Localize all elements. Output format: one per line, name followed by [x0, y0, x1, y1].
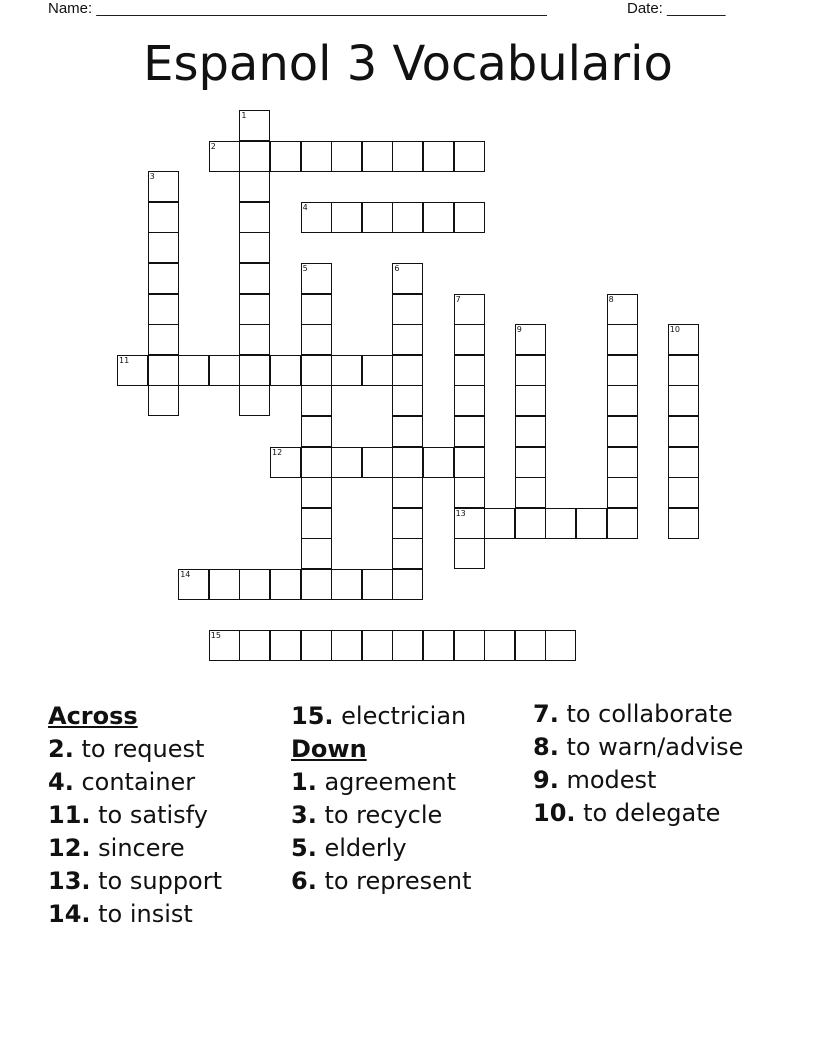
clue-across-2: 2. to request: [48, 735, 205, 763]
crossword-cell[interactable]: [423, 141, 454, 172]
crossword-cell[interactable]: [331, 569, 362, 600]
clue-down-1: 1. agreement: [291, 768, 457, 796]
crossword-cell[interactable]: [148, 385, 179, 416]
crossword-cell[interactable]: [423, 202, 454, 233]
clue-down-9: 9. modest: [533, 766, 657, 794]
crossword-cell[interactable]: [607, 355, 638, 386]
crossword-cell[interactable]: [270, 630, 301, 661]
crossword-cell[interactable]: [454, 630, 485, 661]
clue-number-7: 7: [455, 294, 461, 304]
crossword-cell[interactable]: [454, 324, 485, 355]
crossword-cell[interactable]: [515, 324, 546, 355]
crossword-cell[interactable]: [362, 447, 393, 478]
clue-number-3: 3: [149, 172, 155, 182]
clue-across-14: 14. to insist: [48, 900, 193, 928]
crossword-cell[interactable]: [301, 324, 332, 355]
clue-down-8: 8. to warn/advise: [533, 733, 744, 761]
crossword-cell[interactable]: [362, 630, 393, 661]
crossword-cell[interactable]: [239, 324, 270, 355]
crossword-cell[interactable]: [301, 141, 332, 172]
crossword-cell[interactable]: [607, 477, 638, 508]
crossword-cell[interactable]: [545, 508, 576, 539]
crossword-cell[interactable]: [301, 355, 332, 386]
crossword-cell[interactable]: [301, 202, 332, 233]
crossword-cell[interactable]: [209, 630, 240, 661]
crossword-cell[interactable]: [270, 447, 301, 478]
clue-number-2: 2: [210, 141, 216, 151]
crossword-cell[interactable]: [423, 447, 454, 478]
date-field-label[interactable]: Date: _______: [627, 0, 726, 17]
down-clues-column: [291, 700, 526, 898]
crossword-cell[interactable]: [239, 630, 270, 661]
crossword-cell[interactable]: [392, 324, 423, 355]
crossword-cell[interactable]: [301, 538, 332, 569]
across-clues-column: [48, 700, 283, 931]
crossword-cell[interactable]: [209, 355, 240, 386]
crossword-cell[interactable]: [607, 294, 638, 325]
crossword-cell[interactable]: [178, 569, 209, 600]
name-field-label[interactable]: Name: ______________________________________________________: [48, 0, 547, 17]
crossword-cell[interactable]: [178, 355, 209, 386]
clue-across-11: 11. to satisfy: [48, 801, 208, 829]
crossword-cell[interactable]: [515, 385, 546, 416]
crossword-cell[interactable]: [545, 630, 576, 661]
clue-down-6: 6. to represent: [291, 867, 472, 895]
crossword-cell[interactable]: [392, 294, 423, 325]
clue-across-13: 13. to support: [48, 867, 223, 895]
crossword-cell[interactable]: [515, 447, 546, 478]
crossword-cell[interactable]: [209, 141, 240, 172]
crossword-cell[interactable]: [515, 477, 546, 508]
crossword-cell[interactable]: [331, 630, 362, 661]
clue-number-4: 4: [302, 202, 308, 212]
crossword-cell[interactable]: [454, 416, 485, 447]
crossword-cell[interactable]: [668, 385, 699, 416]
crossword-cell[interactable]: [301, 630, 332, 661]
crossword-cell[interactable]: [392, 416, 423, 447]
crossword-cell[interactable]: [454, 385, 485, 416]
across-heading: Across: [48, 702, 138, 730]
clue-across-15: 15. electrician: [291, 702, 467, 730]
clue-number-8: 8: [608, 294, 614, 304]
crossword-cell[interactable]: [392, 569, 423, 600]
down-heading: Down: [291, 735, 367, 763]
crossword-cell[interactable]: [148, 232, 179, 263]
crossword-cell[interactable]: [301, 477, 332, 508]
crossword-cell[interactable]: [423, 630, 454, 661]
crossword-cell[interactable]: [239, 232, 270, 263]
crossword-cell[interactable]: [301, 294, 332, 325]
crossword-cell[interactable]: [515, 416, 546, 447]
clue-across-12: 12. sincere: [48, 834, 185, 862]
crossword-cell[interactable]: [607, 447, 638, 478]
clue-number-5: 5: [302, 264, 308, 273]
crossword-cell[interactable]: [331, 202, 362, 233]
crossword-cell[interactable]: [392, 385, 423, 416]
crossword-cell[interactable]: [392, 630, 423, 661]
crossword-cell[interactable]: [668, 355, 699, 386]
crossword-cell[interactable]: [515, 630, 546, 661]
crossword-cell[interactable]: [454, 447, 485, 478]
clue-number-10: 10: [669, 325, 680, 335]
clue-down-3: 3. to recycle: [291, 801, 443, 829]
crossword-cell[interactable]: [392, 538, 423, 569]
clue-number-14: 14: [180, 570, 191, 579]
crossword-cell[interactable]: [576, 508, 607, 539]
crossword-cell[interactable]: [209, 569, 240, 600]
crossword-cell[interactable]: [607, 324, 638, 355]
clue-down-7: 7. to collaborate: [533, 700, 733, 728]
down-clues-continued: [533, 700, 783, 832]
crossword-cell[interactable]: [484, 508, 515, 539]
clue-number-12: 12: [272, 447, 283, 457]
crossword-cell[interactable]: [148, 324, 179, 355]
crossword-cell[interactable]: [454, 202, 485, 233]
crossword-cell[interactable]: [607, 416, 638, 447]
crossword-cell[interactable]: [668, 477, 699, 508]
crossword-cell[interactable]: [668, 447, 699, 478]
crossword-cell[interactable]: [239, 385, 270, 416]
crossword-cell[interactable]: [239, 202, 270, 233]
crossword-cell[interactable]: [148, 171, 179, 202]
clue-number-11: 11: [119, 355, 130, 365]
crossword-cell[interactable]: [392, 202, 423, 233]
crossword-cell[interactable]: [668, 416, 699, 447]
crossword-cell[interactable]: [515, 508, 546, 539]
crossword-cell[interactable]: [454, 294, 485, 325]
crossword-cell[interactable]: [239, 141, 270, 172]
crossword-cell[interactable]: [607, 385, 638, 416]
clue-number-6: 6: [394, 264, 400, 273]
crossword-cell[interactable]: [484, 630, 515, 661]
crossword-cell[interactable]: [270, 141, 301, 172]
crossword-cell[interactable]: [392, 355, 423, 386]
crossword-cell[interactable]: [607, 508, 638, 539]
puzzle-title: Espanol 3 Vocabulario: [143, 36, 673, 92]
crossword-cell[interactable]: [362, 355, 393, 386]
crossword-cell[interactable]: [148, 355, 179, 386]
crossword-cell[interactable]: [392, 447, 423, 478]
crossword-cell[interactable]: [239, 263, 270, 294]
crossword-cell[interactable]: [668, 508, 699, 539]
crossword-cell[interactable]: [270, 355, 301, 386]
crossword-cell[interactable]: [668, 324, 699, 355]
crossword-cell[interactable]: [148, 263, 179, 294]
crossword-cell[interactable]: [331, 355, 362, 386]
clue-number-15: 15: [210, 631, 221, 641]
crossword-cell[interactable]: [148, 202, 179, 233]
crossword-cell[interactable]: [301, 569, 332, 600]
clue-number-1: 1: [241, 111, 247, 120]
crossword-cell[interactable]: [301, 385, 332, 416]
clue-number-13: 13: [455, 508, 466, 518]
crossword-cell[interactable]: [117, 355, 148, 386]
crossword-cell[interactable]: [454, 355, 485, 386]
clue-down-10: 10. to delegate: [533, 799, 721, 827]
clue-across-4: 4. container: [48, 768, 196, 796]
clue-down-5: 5. elderly: [291, 834, 407, 862]
crossword-cell[interactable]: [239, 171, 270, 202]
crossword-cell[interactable]: [392, 508, 423, 539]
crossword-cell[interactable]: [331, 141, 362, 172]
crossword-cell[interactable]: [148, 294, 179, 325]
crossword-cell[interactable]: [301, 263, 332, 294]
crossword-cell[interactable]: [392, 141, 423, 172]
crossword-cell[interactable]: [239, 110, 270, 141]
crossword-cell[interactable]: [392, 477, 423, 508]
crossword-cell[interactable]: [331, 447, 362, 478]
clue-number-9: 9: [516, 325, 522, 335]
crossword-cell[interactable]: [362, 141, 393, 172]
crossword-cell[interactable]: [239, 355, 270, 386]
crossword-cell[interactable]: [454, 477, 485, 508]
crossword-cell[interactable]: [454, 508, 485, 539]
crossword-cell[interactable]: [239, 569, 270, 600]
crossword-cell[interactable]: [362, 202, 393, 233]
crossword-cell[interactable]: [454, 141, 485, 172]
crossword-cell[interactable]: [301, 447, 332, 478]
crossword-cell[interactable]: [392, 263, 423, 294]
crossword-cell[interactable]: [301, 416, 332, 447]
crossword-cell[interactable]: [515, 355, 546, 386]
crossword-cell[interactable]: [270, 569, 301, 600]
crossword-cell[interactable]: [301, 508, 332, 539]
crossword-cell[interactable]: [454, 538, 485, 569]
crossword-cell[interactable]: [239, 294, 270, 325]
crossword-cell[interactable]: [362, 569, 393, 600]
